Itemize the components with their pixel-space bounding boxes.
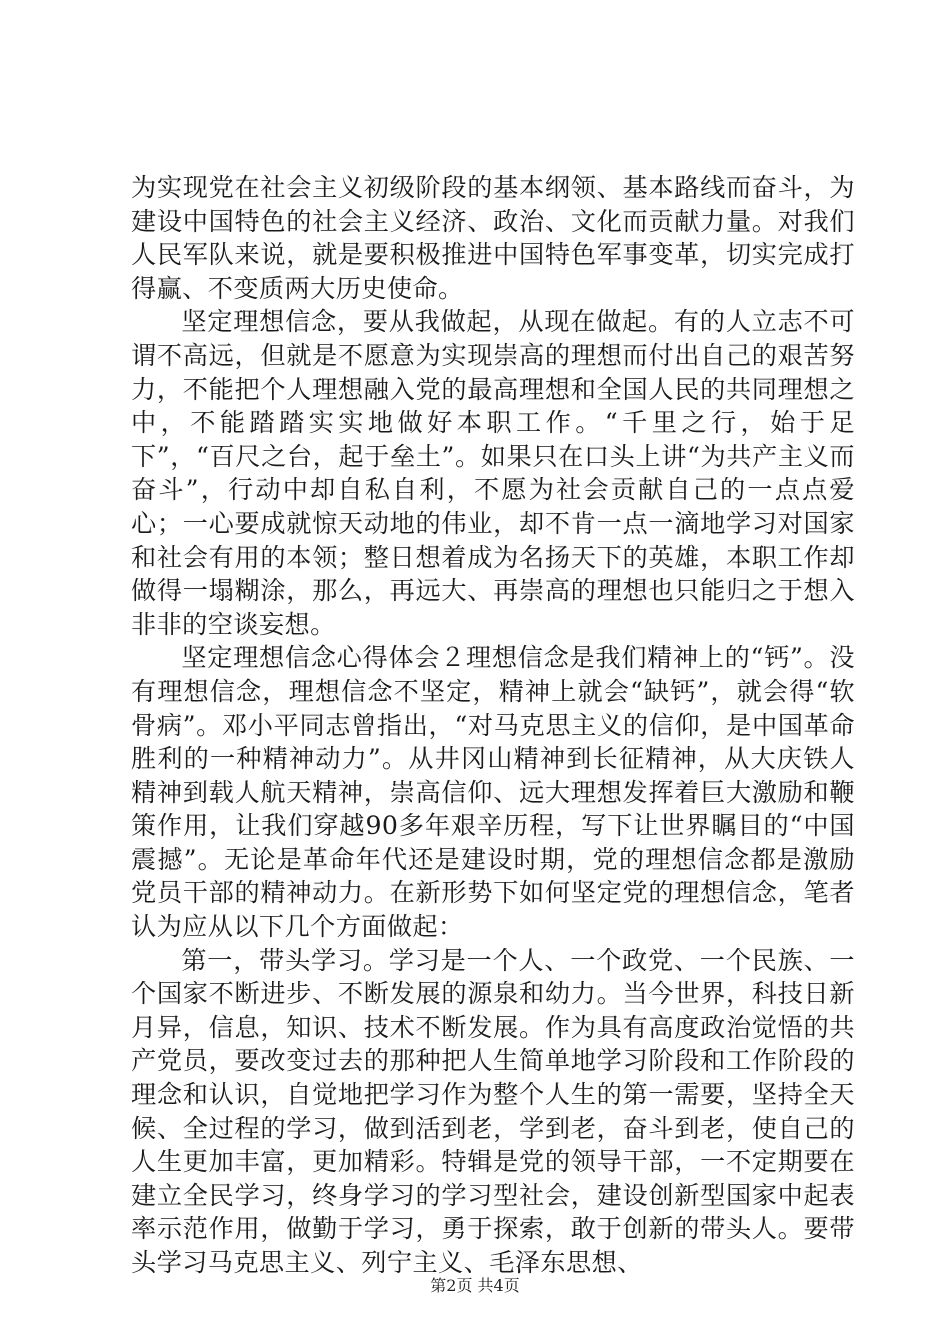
- paragraph-1: 为实现党在社会主义初级阶段的基本纲领、基本路线而奋斗，为建设中国特色的社会主义经济、政治、文化而贡献力量。对我们人民军队来说，就是要积极推进中国特色军事变革，切实完成打得赢、不变质两大历史使命。: [131, 173, 855, 303]
- paragraph-3: 坚定理想信念心得体会２理想信念是我们精神上的“钙”。没有理想信念，理想信念不坚定，精神上就会“缺钙”，就会得“软骨病”。邓小平同志曾指出，“对马克思主义的信仰，是中国革命胜利的一种精神动力”。从井冈山精神到长征精神，从大庆铁人精神到载人航天精神，崇高信仰、远大理想发挥着巨大激励和鞭策作用，让我们穿越90多年艰辛历程，写下让世界瞩目的“中国震撼”。无论是革命年代还是建设时期，党的理想信念都是激励党员干部的精神动力。在新形势下如何坚定党的理想信念，笔者认为应从以下几个方面做起：: [131, 643, 855, 942]
- document-body: [131, 171, 855, 1280]
- page-number-footer: 第2页 共4页: [430, 1276, 520, 1295]
- paragraph-2: 坚定理想信念，要从我做起，从现在做起。有的人立志不可谓不高远，但就是不愿意为实现崇高的理想而付出自己的艰苦努力，不能把个人理想融入党的最高理想和全国人民的共同理想之中，不能踏踏实实地做好本职工作。“千里之行，始于足下”，“百尺之台，起于垒土”。如果只在口头上讲“为共产主义而奋斗”，行动中却自私自利，不愿为社会贡献自己的一点点爱心；一心要成就惊天动地的伟业，却不肯一点一滴地学习对国家和社会有用的本领；整日想着成为名扬天下的英雄，本职工作却做得一塌糊涂，那么，再远大、再崇高的理想也只能归之于想入非非的空谈妄想。: [131, 307, 855, 639]
- paragraph-4: 第一，带头学习。学习是一个人、一个政党、一个民族、一个国家不断进步、不断发展的源泉和幼力。当今世界，科技日新月异，信息，知识、技术不断发展。作为具有高度政治觉悟的共产党员，要改变过去的那种把人生简单地学习阶段和工作阶段的理念和认识，自觉地把学习作为整个人生的第一需要，坚持全天候、全过程的学习，做到活到老，学到老，奋斗到老，使自己的人生更加丰富，更加精彩。特辑是党的领导干部，一不定期要在建立全民学习，终身学习的学习型社会，建设创新型国家中起表率示范作用，做勤于学习，勇于探索，敢于创新的带头人。要带头学习马克思主义、列宁主义、毛泽东思想、: [131, 945, 855, 1277]
